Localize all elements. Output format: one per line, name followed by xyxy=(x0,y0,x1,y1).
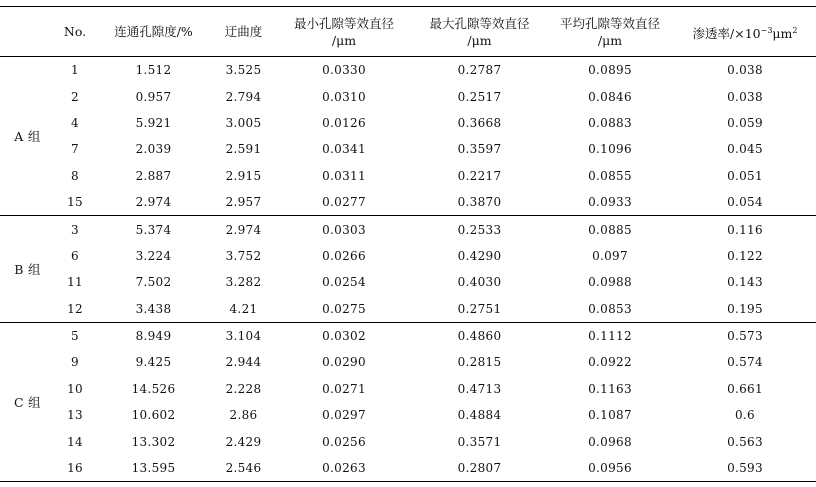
tortuosity-cell: 2.974 xyxy=(225,222,262,237)
header-max-pore xyxy=(413,7,546,57)
permeability-cell: 0.593 xyxy=(674,455,816,482)
table-row xyxy=(0,136,816,162)
avg-pore-cell: 0.1087 xyxy=(588,408,632,423)
avg-pore-cell: 0.1112 xyxy=(588,329,632,344)
min-pore-cell: 0.0266 xyxy=(322,248,366,263)
min-pore-cell: 0.0310 xyxy=(322,89,366,104)
max-pore-cell: 0.3668 xyxy=(457,115,502,130)
porosity-cell: 1.512 xyxy=(135,63,172,78)
header-permeability xyxy=(674,7,816,57)
header-perm-square: 2 xyxy=(792,25,798,35)
table-row xyxy=(0,189,816,216)
avg-pore-cell: 0.097 xyxy=(592,248,628,263)
header-tortuosity: 迂曲度 xyxy=(224,24,263,39)
tortuosity-cell: 3.282 xyxy=(225,275,262,290)
porosity-cell: 9.425 xyxy=(135,355,172,370)
min-pore-cell: 0.0256 xyxy=(322,434,366,449)
min-pore-cell: 0.0263 xyxy=(275,455,413,482)
permeability-cell: 0.574 xyxy=(727,355,763,370)
permeability-cell: 0.573 xyxy=(727,329,763,344)
max-pore-cell: 0.4290 xyxy=(457,248,502,263)
tortuosity-cell: 2.591 xyxy=(225,142,262,157)
avg-pore-cell: 0.0922 xyxy=(588,355,632,370)
permeability-cell: 0.195 xyxy=(674,296,816,323)
table-row xyxy=(0,83,816,109)
permeability-cell: 0.038 xyxy=(727,89,763,104)
max-pore-cell: 0.3870 xyxy=(413,189,546,216)
sample-no-cell: 1 xyxy=(71,63,79,78)
header-porosity: 连通孔隙度/% xyxy=(114,24,193,39)
max-pore-cell: 0.2517 xyxy=(457,89,502,104)
min-pore-cell: 0.0126 xyxy=(322,115,366,130)
sample-no-cell: 5 xyxy=(71,329,79,344)
group-label: C 组 xyxy=(0,322,55,481)
table-row xyxy=(0,402,816,428)
min-pore-cell: 0.0275 xyxy=(275,296,413,323)
sample-no-cell: 10 xyxy=(67,381,83,396)
header-avg-pore-line1: 平均孔隙等效直径 xyxy=(559,15,660,31)
max-pore-cell: 0.4713 xyxy=(457,381,502,396)
sample-no-cell: 3 xyxy=(71,222,79,237)
table-row xyxy=(0,349,816,375)
table-row xyxy=(0,296,816,323)
pore-parameter-table xyxy=(0,6,816,482)
tortuosity-cell: 2.86 xyxy=(229,408,258,423)
sample-no-cell: 9 xyxy=(71,355,79,370)
sample-no-cell: 16 xyxy=(55,455,95,482)
tortuosity-cell: 4.21 xyxy=(212,296,275,323)
sample-no-cell: 14 xyxy=(67,434,83,449)
tortuosity-cell: 2.957 xyxy=(212,189,275,216)
min-pore-cell: 0.0254 xyxy=(322,275,366,290)
permeability-cell: 0.038 xyxy=(727,63,763,78)
max-pore-cell: 0.2533 xyxy=(457,222,502,237)
header-perm-label: 渗透率/×10 xyxy=(692,25,761,41)
table-row xyxy=(0,57,816,84)
permeability-cell: 0.116 xyxy=(727,222,763,237)
header-min-pore xyxy=(275,7,413,57)
tortuosity-cell: 3.525 xyxy=(225,63,262,78)
header-avg-pore-line2: /μm xyxy=(597,32,623,48)
sample-no-cell: 6 xyxy=(71,248,79,263)
min-pore-cell: 0.0297 xyxy=(322,408,366,423)
max-pore-cell: 0.2217 xyxy=(457,168,502,183)
avg-pore-cell: 0.0883 xyxy=(588,115,632,130)
group-label: B 组 xyxy=(0,216,55,323)
header-perm-exponent: −3 xyxy=(760,25,773,35)
tortuosity-cell: 2.915 xyxy=(225,168,262,183)
tortuosity-cell: 2.228 xyxy=(225,381,262,396)
sample-no-cell: 7 xyxy=(71,142,79,157)
sample-no-cell: 4 xyxy=(71,115,79,130)
header-max-pore-line1: 最大孔隙等效直径 xyxy=(429,15,530,31)
min-pore-cell: 0.0330 xyxy=(322,63,366,78)
porosity-cell: 13.595 xyxy=(95,455,212,482)
permeability-cell: 0.661 xyxy=(727,381,763,396)
min-pore-cell: 0.0277 xyxy=(275,189,413,216)
min-pore-cell: 0.0302 xyxy=(322,329,366,344)
header-max-pore-line2: /μm xyxy=(467,32,492,48)
porosity-cell: 2.887 xyxy=(135,168,172,183)
porosity-cell: 14.526 xyxy=(131,381,176,396)
tortuosity-cell: 3.104 xyxy=(225,329,262,344)
avg-pore-cell: 0.0846 xyxy=(588,89,632,104)
min-pore-cell: 0.0341 xyxy=(322,142,366,157)
avg-pore-cell: 0.0853 xyxy=(546,296,674,323)
max-pore-cell: 0.2807 xyxy=(413,455,546,482)
table-body xyxy=(0,57,816,482)
table-row xyxy=(0,216,816,243)
tortuosity-cell: 3.752 xyxy=(225,248,262,263)
table-row xyxy=(0,269,816,295)
header-perm-unit: μm xyxy=(772,25,793,41)
table-row xyxy=(0,163,816,189)
table-row xyxy=(0,243,816,269)
porosity-cell: 3.438 xyxy=(95,296,212,323)
min-pore-cell: 0.0290 xyxy=(322,355,366,370)
max-pore-cell: 0.2815 xyxy=(457,355,502,370)
tortuosity-cell: 2.429 xyxy=(225,434,262,449)
permeability-cell: 0.143 xyxy=(727,275,763,290)
table-row xyxy=(0,322,816,349)
min-pore-cell: 0.0311 xyxy=(322,168,366,183)
header-avg-pore xyxy=(546,7,674,57)
avg-pore-cell: 0.0855 xyxy=(588,168,632,183)
tortuosity-cell: 3.005 xyxy=(225,115,262,130)
permeability-cell: 0.6 xyxy=(735,408,755,423)
header-group xyxy=(0,7,55,57)
porosity-cell: 2.974 xyxy=(95,189,212,216)
max-pore-cell: 0.4030 xyxy=(457,275,502,290)
max-pore-cell: 0.4884 xyxy=(457,408,502,423)
table-row xyxy=(0,428,816,454)
table-row xyxy=(0,455,816,482)
sample-no-cell: 13 xyxy=(67,408,83,423)
porosity-cell: 13.302 xyxy=(131,434,176,449)
porosity-cell: 5.921 xyxy=(135,115,172,130)
permeability-cell: 0.054 xyxy=(674,189,816,216)
sample-no-cell: 11 xyxy=(67,275,83,290)
permeability-cell: 0.563 xyxy=(727,434,763,449)
porosity-cell: 3.224 xyxy=(135,248,172,263)
porosity-cell: 7.502 xyxy=(135,275,172,290)
header-row xyxy=(0,7,816,57)
header-no: No. xyxy=(63,24,87,39)
header-min-pore-line2: /μm xyxy=(331,32,357,48)
avg-pore-cell: 0.0988 xyxy=(588,275,632,290)
max-pore-cell: 0.2787 xyxy=(457,63,502,78)
permeability-cell: 0.045 xyxy=(727,142,763,157)
table-row xyxy=(0,376,816,402)
avg-pore-cell: 0.0933 xyxy=(546,189,674,216)
header-min-pore-line1: 最小孔隙等效直径 xyxy=(293,15,394,31)
avg-pore-cell: 0.0956 xyxy=(546,455,674,482)
min-pore-cell: 0.0303 xyxy=(322,222,366,237)
sample-no-cell: 2 xyxy=(71,89,79,104)
tortuosity-cell: 2.944 xyxy=(225,355,262,370)
avg-pore-cell: 0.0895 xyxy=(588,63,632,78)
group-label: A 组 xyxy=(0,57,55,216)
avg-pore-cell: 0.1096 xyxy=(588,142,632,157)
sample-no-cell: 15 xyxy=(55,189,95,216)
porosity-cell: 5.374 xyxy=(135,222,172,237)
tortuosity-cell: 2.794 xyxy=(225,89,262,104)
porosity-cell: 8.949 xyxy=(135,329,172,344)
permeability-cell: 0.059 xyxy=(727,115,763,130)
table-row xyxy=(0,110,816,136)
sample-no-cell: 8 xyxy=(71,168,79,183)
porosity-cell: 2.039 xyxy=(135,142,172,157)
permeability-cell: 0.051 xyxy=(727,168,763,183)
sample-no-cell: 12 xyxy=(55,296,95,323)
max-pore-cell: 0.4860 xyxy=(457,329,502,344)
avg-pore-cell: 0.0885 xyxy=(588,222,632,237)
max-pore-cell: 0.3597 xyxy=(457,142,502,157)
min-pore-cell: 0.0271 xyxy=(322,381,366,396)
porosity-cell: 10.602 xyxy=(131,408,176,423)
permeability-cell: 0.122 xyxy=(727,248,763,263)
porosity-cell: 0.957 xyxy=(135,89,172,104)
tortuosity-cell: 2.546 xyxy=(212,455,275,482)
max-pore-cell: 0.2751 xyxy=(413,296,546,323)
avg-pore-cell: 0.0968 xyxy=(588,434,632,449)
avg-pore-cell: 0.1163 xyxy=(588,381,632,396)
max-pore-cell: 0.3571 xyxy=(457,434,502,449)
